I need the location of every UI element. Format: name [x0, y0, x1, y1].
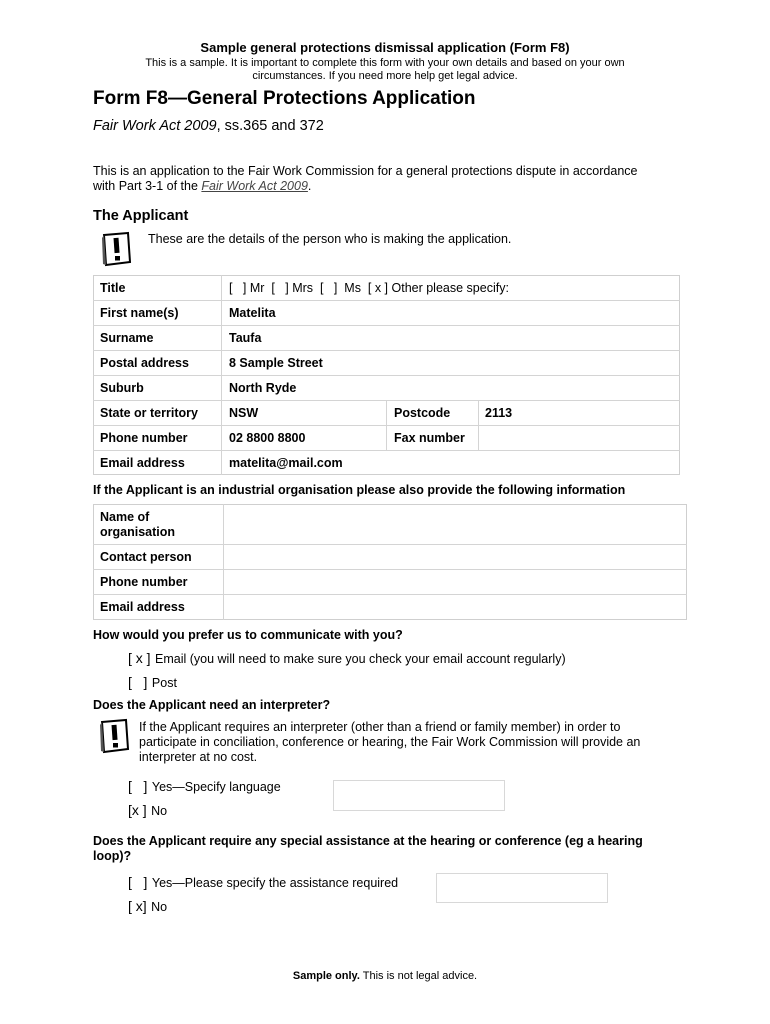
warning-icon	[96, 718, 132, 754]
fax-field[interactable]	[485, 425, 675, 450]
form-title: Form F8—General Protections Application	[93, 88, 476, 109]
assistance-no-option[interactable]	[128, 898, 167, 916]
footer-not-legal-advice: This is not legal advice.	[359, 970, 478, 982]
sample-note-line-1: This is a sample. It is important to complete this form with your own details and based on your own	[145, 57, 625, 69]
state-field[interactable]: NSW	[229, 405, 259, 420]
interpreter-note-line-1: If the Applicant requires an interpreter (other than a friend or family member) in order to	[139, 720, 621, 734]
organisation-name-label-2: organisation	[100, 525, 176, 539]
footer-disclaimer	[0, 970, 770, 982]
interpreter-question: Does the Applicant need an interpreter?	[93, 698, 331, 712]
interpreter-note-line-3: interpreter at no cost.	[139, 750, 258, 764]
assistance-details-input[interactable]	[436, 873, 608, 903]
intro-line-2	[93, 179, 311, 193]
postcode-field[interactable]: 2113	[485, 405, 513, 420]
subtitle-sections: , ss.365 and 372	[216, 118, 324, 134]
state-label: State or territory	[100, 405, 198, 420]
intro-line-2-post: .	[307, 179, 312, 193]
subtitle-act: Fair Work Act 2009	[93, 118, 217, 134]
assistance-no-checkbox[interactable]: [ x]	[128, 898, 147, 914]
postal-address-field[interactable]: 8 Sample Street	[229, 355, 323, 370]
phone-field[interactable]: 02 8800 8800	[229, 430, 306, 445]
assistance-question-line-2: loop)?	[93, 849, 132, 863]
interpreter-yes-option[interactable]	[128, 778, 281, 796]
sample-header-title: Sample general protections dismissal application (Form F8)	[200, 40, 570, 55]
assistance-question	[93, 834, 643, 864]
applicant-heading: The Applicant	[93, 208, 189, 224]
organisation-phone-field[interactable]	[224, 570, 686, 594]
fax-label: Fax number	[394, 430, 465, 445]
assistance-question-line-1: Does the Applicant require any special assistance at the hearing or conference (eg a hearing	[93, 834, 643, 848]
form-subtitle	[93, 118, 324, 134]
interpreter-yes-text: Yes—Specify language	[151, 780, 281, 794]
interpreter-no-option[interactable]	[128, 802, 167, 820]
title-options[interactable]: [ ] Mr [ ] Mrs [ ] Ms [ x ] Other please specify:	[229, 280, 509, 295]
communicate-question: How would you prefer us to communicate with you?	[93, 628, 403, 642]
postal-address-label: Postal address	[100, 355, 189, 370]
assistance-yes-text: Yes—Please specify the assistance required	[151, 876, 399, 890]
email-label: Email address	[100, 455, 185, 470]
phone-label: Phone number	[100, 430, 188, 445]
organisation-heading: If the Applicant is an industrial organisation please also provide the following information	[93, 483, 626, 497]
suburb-field[interactable]: North Ryde	[229, 380, 297, 395]
assistance-yes-checkbox[interactable]: [ ]	[128, 874, 148, 890]
intro-line-2-pre: with Part 3-1 of the	[93, 179, 202, 193]
communicate-email-checkbox[interactable]: [ x ]	[128, 650, 151, 666]
interpreter-yes-checkbox[interactable]: [ ]	[128, 778, 148, 794]
footer-sample-only: Sample only.	[292, 970, 360, 982]
fair-work-act-link[interactable]: Fair Work Act 2009	[201, 179, 308, 193]
intro-line-1: This is an application to the Fair Work Commission for a general protections dispute in accordance	[93, 164, 638, 178]
organisation-phone-label: Phone number	[100, 574, 188, 589]
organisation-name-label	[100, 510, 175, 540]
applicant-note: These are the details of the person who is making the application.	[148, 232, 512, 246]
organisation-email-label: Email address	[100, 600, 185, 614]
interpreter-language-input[interactable]	[333, 780, 505, 811]
organisation-name-label-1: Name of	[100, 510, 150, 524]
postcode-label: Postcode	[394, 405, 451, 420]
title-label: Title	[100, 280, 126, 295]
communicate-email-text: Email (you will need to make sure you check your email account regularly)	[155, 652, 566, 666]
sample-note-line-2: circumstances. If you need more help get legal advice.	[252, 70, 518, 82]
warning-icon	[98, 231, 134, 267]
communicate-email-option[interactable]	[128, 650, 566, 668]
interpreter-no-checkbox[interactable]: [x ]	[128, 802, 147, 818]
first-name-label: First name(s)	[100, 305, 179, 320]
assistance-no-text: No	[151, 900, 168, 914]
surname-label: Surname	[100, 330, 154, 345]
communicate-post-text: Post	[151, 676, 177, 690]
contact-person-field[interactable]	[224, 545, 686, 569]
email-field[interactable]: matelita@mail.com	[229, 455, 343, 470]
suburb-label: Suburb	[100, 380, 144, 395]
communicate-post-option[interactable]	[128, 674, 177, 692]
first-name-field[interactable]: Matelita	[229, 305, 276, 320]
interpreter-no-text: No	[151, 804, 168, 818]
interpreter-note	[139, 720, 640, 765]
interpreter-note-line-2: participate in conciliation, conference or hearing, the Fair Work Commission will provide an	[139, 735, 641, 749]
assistance-yes-option[interactable]	[128, 874, 398, 892]
communicate-post-checkbox[interactable]: [ ]	[128, 674, 148, 690]
contact-person-label: Contact person	[100, 549, 192, 564]
organisation-email-field[interactable]	[224, 595, 686, 619]
surname-field[interactable]: Taufa	[229, 330, 262, 345]
organisation-name-field[interactable]	[224, 505, 686, 543]
